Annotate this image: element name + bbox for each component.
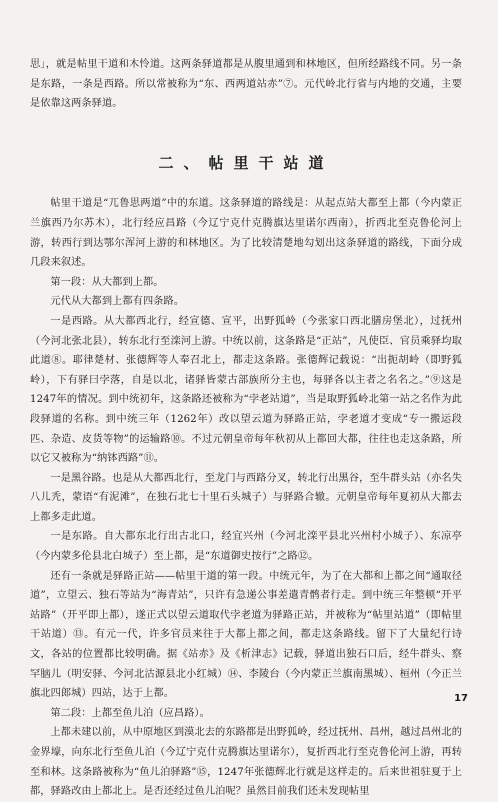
paragraph: 元代从大都到上都有四条路。: [50, 296, 185, 308]
paragraph: 一是东路。自大都东北行出古北口，经宜兴州（今河北滦平县北兴州村小城子）、东凉亭（今内蒙多伦县北白城子）至上都，是“东道御史按行”之路⑫。: [30, 531, 462, 563]
document-body: [30, 55, 462, 802]
paragraph-subheading: 第二段：上都至鱼儿泊（应昌路）。: [50, 707, 210, 719]
section-heading: 二、帖里干站道: [158, 153, 334, 172]
paragraph-subheading: 第一段：从大都到上都。: [50, 276, 164, 288]
paragraph: 上都未建以前，从中原地区到漠北去的东路都是出野狐岭，经过抚州、昌州，越过昌州北的金界壕，向东北行至鱼儿泊（今辽宁克什克腾旗达里诺尔），复折西北行至克鲁伦河上游，再转至和林。这条路被称为“鱼儿泊驿路”⑮，1247年张德辉北行就是这样走的。后来世祖驻夏于上都，驿路改由上都北上。是否还经过鱼儿泊呢？虽然目前我们还未发现帖里: [30, 727, 462, 798]
paragraph-intro: 思」，就是帖里干道和木怜道。这两条驿道都是从腹里通到和林地区，但所经路线不同。另一条是东路，一条是西路。所以常被称为“东、西两道站赤”⑦。元代岭北行省与内地的交通，主要是依靠这两条驿道。: [30, 59, 462, 110]
paragraph: 还有一条就是驿路正站——帖里干道的第一段。中统元年，为了在大都和上都之间“通取径道”，立望云、独石等站为“海青站”，只许有急递公事差遣青鹘者行走。到中统三年整顿“开平站路”（开平即上都），遂正式以望云道取代孛老道为驿路正站，并被称为“帖里站道”（即帖里干站道）⑬。有元一代，许多官员来往于大都上都之间，都走这条路线。留下了大量纪行诗文，各站的位置都比较明确。据《站赤》及《析津志》记载，驿道出独石口后，经牛群头、察罕脑儿（明安驿、今河北沽源县北小红城）⑭、李陵台（今内蒙正兰旗南黑城）、桓州（今正兰旗北四郎城）四站，达于上都。: [30, 570, 462, 700]
paragraph: 一是黑谷路。也是从大都西北行，至龙门与西路分叉，转北行出黑谷，至牛群头站（亦名失八儿秃，蒙语“有泥滩”，在独石北七十里石头城子）与驿路合辙。元朝皇帝每年夏初从大都去上都多走此道。: [30, 472, 462, 523]
page-number: 17: [454, 693, 468, 704]
paragraph: 一是西路。从大都西北行，经宣德、宣平，出野狐岭（今张家口西北膳房堡北），过抚州（今河北张北县），转东北行至滦河上游。中统以前，这条路是“正站”，凡使臣、官员乘驿均取此道⑧。耶律楚材、张德辉等人奉召北上，都走这条路。张德辉记载说：“出扼胡岭（即野狐岭），下有驿曰孛落，自是以北，诸驿皆蒙古部族所分主也，每驿各以主者之名名之。”⑨这是1247年的情况。到中统初年，这条路还被称为“孛老站道”，当是取野狐岭北第一站之名作为此段驿道的名称。到中统三年（1262年）改以望云道为驿路正站，孛老道才变成“专一搬运段匹、杂造、皮货等物”的运输路⑩。不过元朝皇帝每年秋初从上都回大都，往往也走这条路，所以它又被称为“纳钵西路”⑪。: [30, 315, 462, 465]
paragraph: 帖里干道是“兀鲁思两道”中的东道。这条驿道的路线是：从起点站大都至上都（今内蒙正兰旗西乃尔苏木），北行经应昌路（今辽宁克什克腾旗达里诺尔西南），折西北至克鲁伦河上游，转西行到达鄂尔浑河上游的和林地区。为了比较清楚地勾划出这条驿道的路线，下面分成几段来叙述。: [30, 198, 462, 269]
